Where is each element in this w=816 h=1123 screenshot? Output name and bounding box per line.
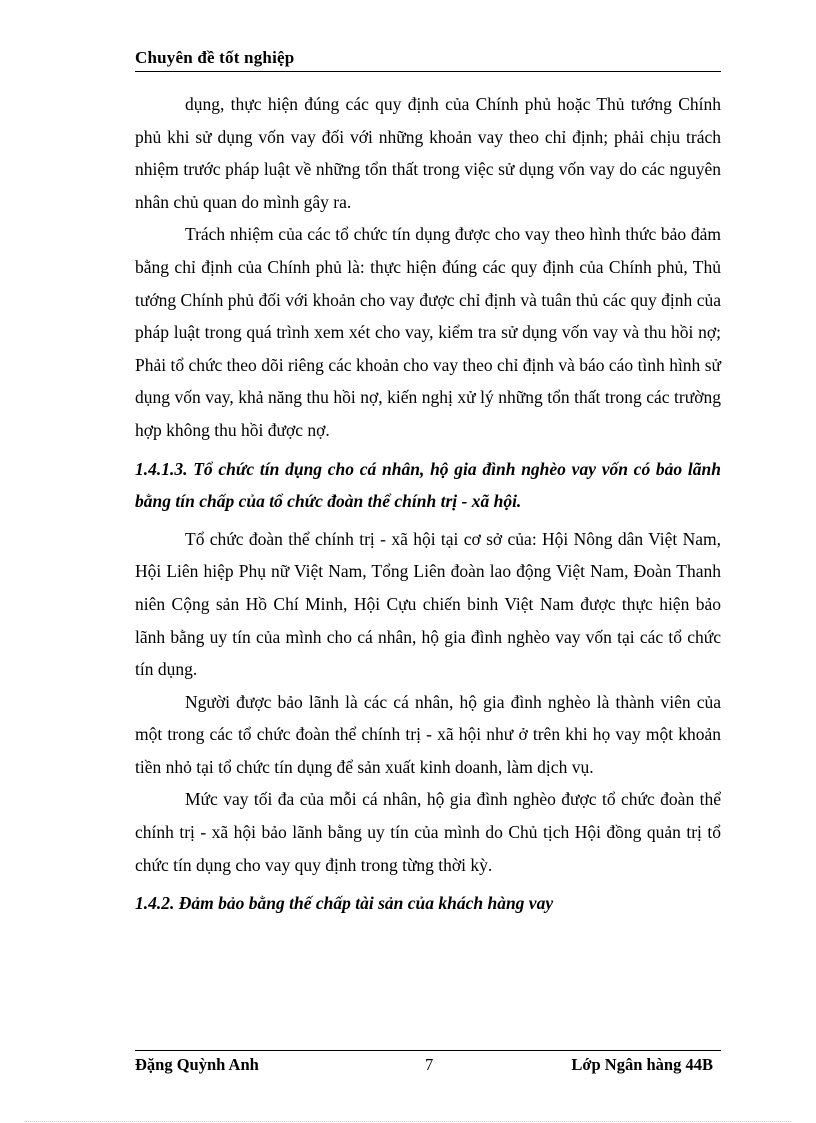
- paragraph: Trách nhiệm của các tổ chức tín dụng được cho vay theo hình thức bảo đảm bằng chỉ định của Chính phủ là: thực hiện đúng các quy định của Chính phủ, Thủ tướng Chính phủ đối với khoản cho vay được chỉ định và tuân thủ các quy định của pháp luật trong quá trình xem xét cho vay, kiểm tra sử dụng vốn vay và thu hồi nợ; Phải tổ chức theo dõi riêng các khoản cho vay theo chỉ định và báo cáo tình hình sử dụng vốn vay, khả năng thu hồi nợ, kiến nghị xử lý những tổn thất trong các trường hợp không thu hồi được nợ.: [135, 224, 721, 440]
- section-heading: 1.4.2. Đảm bảo bằng thế chấp tài sản của khách hàng vay: [135, 893, 554, 914]
- page-header: [135, 48, 721, 72]
- paragraph-continuation: dụng, thực hiện đúng các quy định của Chính phủ hoặc Thủ tướng Chính phủ khi sử dụng vốn vay đối với những khoản vay theo chỉ định; phải chịu trách nhiệm trước pháp luật về những tổn thất trong việc sử dụng vốn vay do các nguyên nhân chủ quan do mình gây ra.: [135, 94, 721, 212]
- paragraph: Người được bảo lãnh là các cá nhân, hộ gia đình nghèo là thành viên của một trong các tổ chức đoàn thể chính trị - xã hội như ở trên khi họ vay một khoản tiền nhỏ tại tổ chức tín dụng để sản xuất kinh doanh, làm dịch vụ.: [135, 691, 721, 777]
- header-title: Chuyên đề tốt nghiệp: [135, 48, 295, 67]
- page-footer: [135, 1050, 721, 1077]
- footer-class: Lớp Ngân hàng 44B: [571, 1055, 713, 1074]
- section-heading: 1.4.1.3. Tổ chức tín dụng cho cá nhân, hộ gia đình nghèo vay vốn có bảo lãnh bằng tín chấp của tổ chức đoàn thể chính trị - xã hội.: [135, 458, 721, 512]
- paragraph: Mức vay tối đa của mỗi cá nhân, hộ gia đình nghèo được tổ chức đoàn thể chính trị - xã hội bảo lãnh bằng uy tín của mình do Chủ tịch Hội đồng quản trị tổ chức tín dụng cho vay quy định trong từng thời kỳ.: [135, 789, 721, 875]
- page-bottom-divider: [25, 1121, 791, 1122]
- footer-author: Đặng Quỳnh Anh: [135, 1055, 259, 1074]
- paragraph: Tổ chức đoàn thể chính trị - xã hội tại cơ sở của: Hội Nông dân Việt Nam, Hội Liên hiệp Phụ nữ Việt Nam, Tổng Liên đoàn lao động Việt Nam, Đoàn Thanh niên Cộng sản Hồ Chí Minh, Hội Cựu chiến binh Việt Nam được thực hiện bảo lãnh bằng uy tín của mình cho cá nhân, hộ gia đình nghèo vay vốn tại các tổ chức tín dụng.: [135, 528, 721, 680]
- page-number: 7: [425, 1055, 434, 1074]
- document-body: [135, 88, 721, 925]
